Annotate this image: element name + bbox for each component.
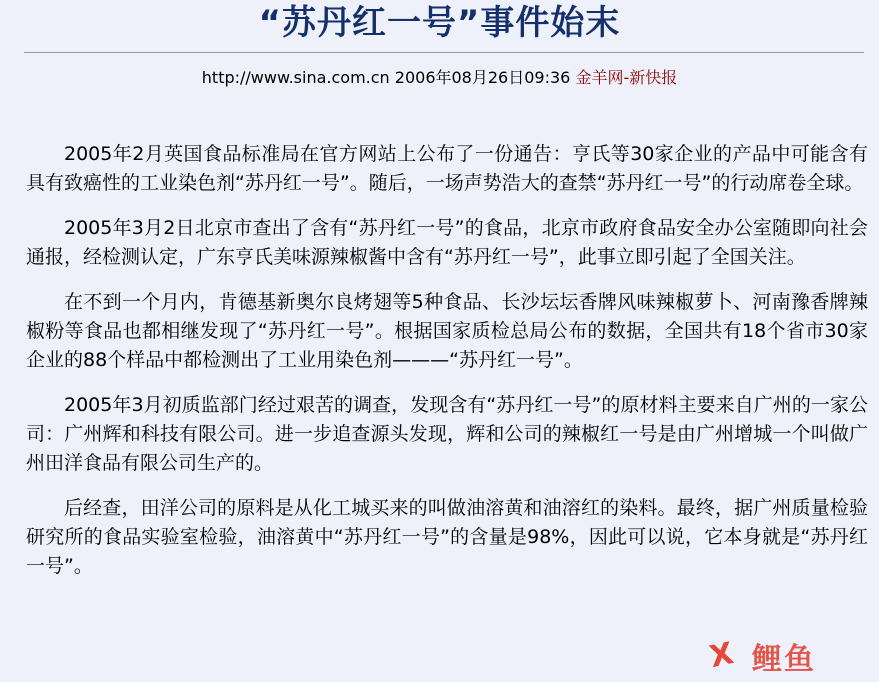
logo-mark-icon: X: [706, 635, 737, 676]
paragraph-3: 在不到一个月内，肯德基新奥尔良烤翅等5种食品、长沙坛坛香牌风味辣椒萝卜、河南豫香牌辣椒粉等食品也都相继发现了“苏丹红一号”。根据国家质检总局公布的数据，全国共有18个省市30家企业的88个样品中都检测出了工业用染色剂———“苏丹红一号”。: [26, 291, 868, 371]
article-meta: [0, 66, 879, 90]
publish-datetime: 2006年08月26日09:36: [394, 68, 571, 87]
article-title: “苏丹红一号”事件始末: [258, 3, 621, 43]
paragraph-5: 后经查，田洋公司的原料是从化工城买来的叫做油溶黄和油溶红的染料。最终，据广州质量检验研究所的食品实验室检验，油溶黄中“苏丹红一号”的含量是98%，因此可以说，它本身就是“苏丹红一号”。: [26, 497, 868, 577]
paragraph-4: 2005年3月初质监部门经过艰苦的调查，发现含有“苏丹红一号”的原材料主要来自广州的一家公司：广州辉和科技有限公司。进一步追查源头发现，辉和公司的辣椒红一号是由广州增城一个叫做广州田洋食品有限公司生产的。: [26, 394, 868, 474]
watermark-text: 鲤鱼: [752, 642, 816, 677]
title-divider: [24, 52, 864, 53]
article-body: [26, 140, 868, 597]
watermark-logo: [706, 636, 816, 676]
source-link[interactable]: 金羊网-新快报: [575, 68, 678, 87]
paragraph-2: 2005年3月2日北京市查出了含有“苏丹红一号”的食品，北京市政府食品安全办公室随即向社会通报，经检测认定，广东亨氏美味源辣椒酱中含有“苏丹红一号”，此事立即引起了全国关注。: [26, 217, 868, 268]
source-url[interactable]: http://www.sina.com.cn: [201, 68, 390, 87]
paragraph-1: 2005年2月英国食品标准局在官方网站上公布了一份通告：亨氏等30家企业的产品中可能含有具有致癌性的工业染色剂“苏丹红一号”。随后，一场声势浩大的查禁“苏丹红一号”的行动席卷全球。: [26, 143, 868, 194]
